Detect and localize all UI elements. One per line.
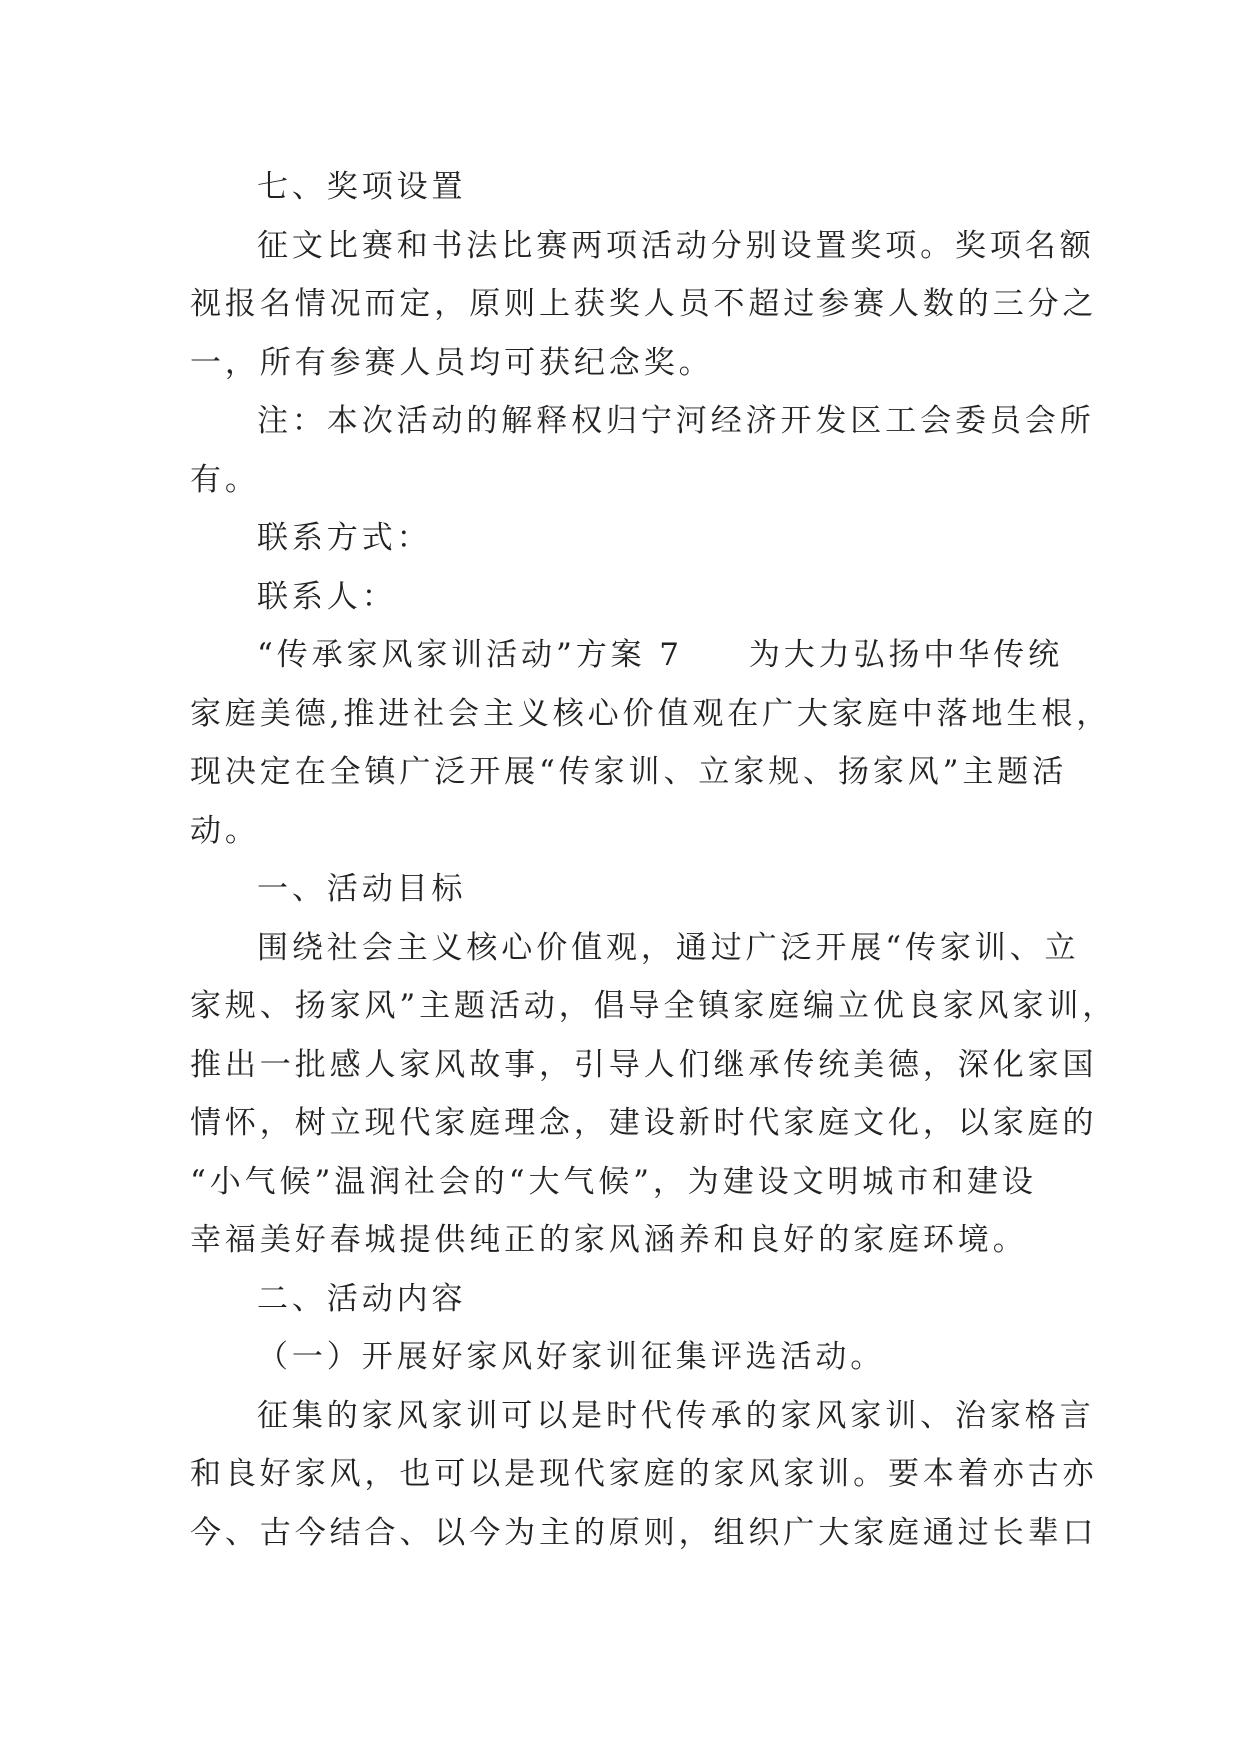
paragraph-line: 视报名情况而定，原则上获奖人员不超过参赛人数的三分之 bbox=[190, 286, 1098, 322]
paragraph-line: 动。 bbox=[190, 812, 260, 849]
paragraph-line: 围绕社会主义核心价值观，通过广泛开展“传家训、立 bbox=[257, 929, 1080, 966]
section-heading-goals: 一、活动目标 bbox=[257, 871, 467, 907]
paragraph-line: 为大力弘扬中华传统 bbox=[748, 637, 1063, 673]
paragraph-line: “小气候”温润社会的“大气候”，为建设文明城市和建设 bbox=[190, 1163, 1037, 1200]
paragraph-line: 和良好家风，也可以是现代家庭的家风家训。要本着亦古亦 bbox=[190, 1456, 1098, 1492]
section-heading-content: 二、活动内容 bbox=[257, 1280, 467, 1317]
paragraph-line: 今、古今结合、以今为主的原则，组织广大家庭通过长辈口 bbox=[190, 1514, 1098, 1551]
subsection-heading: （一）开展好家风好家训征集评选活动。 bbox=[257, 1339, 886, 1375]
paragraph-line: 推出一批感人家风故事，引导人们继承传统美德，深化家国 bbox=[190, 1046, 1098, 1083]
paragraph-line: 家规、扬家风”主题活动，倡导全镇家庭编立优良家风家训， bbox=[190, 988, 1118, 1024]
paragraph-line: 幸福美好春城提供纯正的家风涵养和良好的家庭环境。 bbox=[190, 1222, 1028, 1258]
section-heading-awards: 七、奖项设置 bbox=[257, 169, 467, 205]
paragraph-line: 情怀，树立现代家庭理念，建设新时代家庭文化，以家庭的 bbox=[190, 1105, 1098, 1141]
paragraph-line: 一，所有参赛人员均可获纪念奖。 bbox=[190, 344, 714, 381]
note-line: 有。 bbox=[190, 461, 260, 498]
paragraph-line: 征文比赛和书法比赛两项活动分别设置奖项。奖项名额 bbox=[257, 227, 1095, 264]
paragraph-line: 现决定在全镇广泛开展“传家训、立家规、扬家风”主题活 bbox=[190, 754, 1068, 790]
plan-title: “传承家风家训活动”方案 7 bbox=[257, 637, 683, 673]
contact-person-label: 联系人： bbox=[257, 578, 397, 615]
note-line: 注：本次活动的解释权归宁河经济开发区工会委员会所 bbox=[257, 403, 1095, 439]
plan-title-line bbox=[190, 626, 1063, 685]
paragraph-line: 家庭美德,推进社会主义核心价值观在广大家庭中落地生根， bbox=[190, 695, 1112, 732]
paragraph-line: 征集的家风家训可以是时代传承的家风家训、治家格言 bbox=[257, 1397, 1095, 1434]
document-body bbox=[190, 158, 1118, 1562]
contact-method-label: 联系方式： bbox=[257, 520, 432, 556]
